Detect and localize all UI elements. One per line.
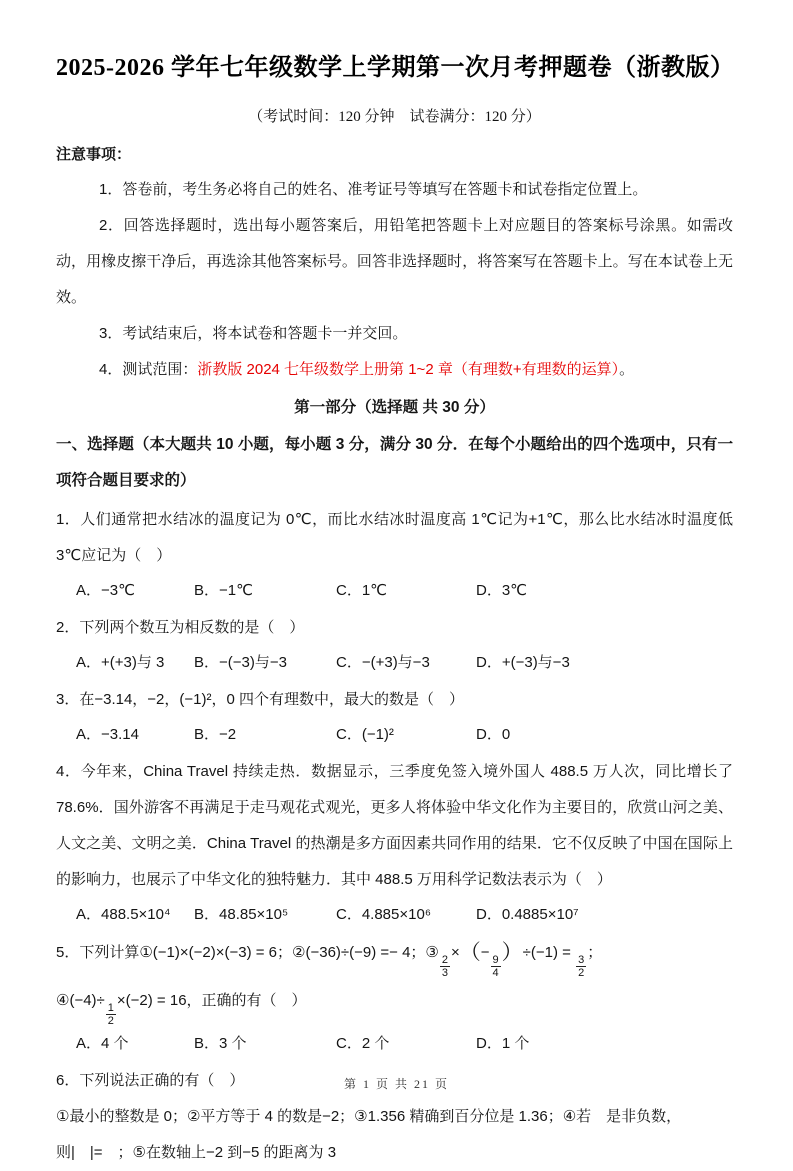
question-5-pre: 5．下列计算①(−1)×(−2)×(−3) = 6；②(−36)÷(−9) =− 4；③ (56, 944, 439, 961)
section1-intro: 一、选择题（本大题共 10 小题，每小题 3 分，满分 30 分．在每个小题给出的四个选项中，只有一项符合题目要求的） (56, 436, 733, 489)
question-5-line2-end: ×(−2) = 16，正确的有（ ） (116, 992, 307, 1010)
part1-heading: 第一部分（选择题 共 30 分） (294, 399, 495, 416)
page-title: 2025-2026 学年七年级数学上学期第一次月考押题卷（浙教版） (56, 55, 735, 81)
option-item: C．−(+3)与−3 (336, 654, 430, 671)
notice-item-4-suffix: 。 (619, 361, 635, 378)
option-item: D．0 (476, 726, 511, 743)
question-5-text-line1: 5．下列计算①(−1)×(−2)×(−3) = 6；②(−36)÷(−9) =− 4；③ $\frac{2}{3}$ ×（− $\frac{9}{4}$ ）÷(−1) = $\frac{3}{2}$ ； (56, 941, 603, 980)
option-item: B．48.85×10⁵ (194, 906, 289, 923)
big-paren-open: （ (459, 941, 481, 964)
option-item: A．+(+3)与 3 (76, 654, 165, 671)
option-item: A．4 个 (76, 1035, 129, 1053)
question-2-options (56, 646, 733, 679)
question-5-options (56, 1027, 733, 1060)
notice-item-2: 2．回答选择题时，选出每小题答案后，用铅笔把答题卡上对应题目的答案标号涂黑。如需改动，用橡皮擦干净后，再选涂其他答案标号。回答非选择题时，将答案写在答题卡上。写在本试卷上无效。 (56, 217, 733, 306)
option-item: D．+(−3)与−3 (476, 654, 570, 671)
option-item: C．(−1)² (336, 726, 394, 743)
option-item: B．−2 (194, 726, 237, 743)
question-5-line2-start: ④(−4)÷ (56, 992, 105, 1010)
question-6-statements-line2: 则| |= ；⑤在数轴上−2 到−5 的距离为 3 (56, 1144, 337, 1162)
option-item: B．−(−3)与−3 (194, 654, 287, 671)
option-item: A．−3.14 (76, 726, 139, 743)
fraction-two-thirds: $\frac{2}{3}$ (441, 954, 448, 980)
big-paren-close: ） (501, 941, 523, 964)
footer-page-number: 第 1 页 共 21 页 (343, 1077, 449, 1091)
question-4-text: 4．今年来，China Travel 持续走热．数据显示，三季度免签入境外国人 488.5 万人次，同比增长了 78.6%．国外游客不再满足于走马观花式观光，更多人将体验中华文化作为主要目的，欣赏山河之美、人文之美、文明之美．China Travel 的热潮是多方面因素共同作用的结果．它不仅反映了中国在国际上的影响力，也展示了中华文化的独特魅力．其中 488.5 万用科学记数法表示为（ ） (56, 763, 733, 888)
question-1-text: 1．人们通常把水结冰的温度记为 0℃，而比水结冰时温度高 1℃记为+1℃，那么比水结冰时温度低 3℃应记为（ ） (56, 511, 733, 564)
option-item: A．488.5×10⁴ (76, 906, 171, 923)
question-1-options (56, 574, 733, 607)
option-item: D．3℃ (476, 582, 528, 599)
option-item: B．−1℃ (194, 582, 253, 599)
notice-item-4 (56, 352, 733, 388)
fraction-one-half: $\frac{1}{2}$ (107, 1002, 114, 1028)
option-item: B．3 个 (194, 1035, 247, 1053)
option-item: D．1 个 (476, 1035, 530, 1053)
fraction-nine-fourths: $\frac{9}{4}$ (492, 954, 499, 980)
notice-item-1: 1．答卷前，考生务必将自己的姓名、准考证号等填写在答题卡和试卷指定位置上。 (99, 181, 648, 198)
exam-info: （考试时间：120 分钟 试卷满分：120 分） (248, 109, 541, 125)
question-4-options (56, 898, 733, 931)
option-item: C．2 个 (336, 1035, 390, 1053)
notice-item-3: 3．考试结束后，将本试卷和答题卡一并交回。 (99, 325, 408, 342)
notice-heading: 注意事项： (56, 146, 132, 163)
question-3-text: 3．在−3.14，−2，(−1)²，0 四个有理数中，最大的数是（ ） (56, 691, 464, 708)
question-3-options (56, 718, 733, 751)
question-6-statements-line1: ①最小的整数是 0；②平方等于 4 的数是−2；③1.356 精确到百分位是 1.36；④若 是非负数， (56, 1108, 682, 1126)
fraction-three-halves: $\frac{3}{2}$ (578, 954, 585, 980)
option-item: A．−3℃ (76, 582, 135, 599)
notice-item-4-prefix: 4．测试范围： (99, 361, 198, 378)
question-5-text-line2 (56, 979, 733, 1027)
question-2-text: 2．下列两个数互为相反数的是（ ） (56, 619, 305, 636)
notice-item-4-test-range: 浙教版 2024 七年级数学上册第 1~2 章（有理数+有理数的运算） (197, 361, 620, 378)
option-item: C．1℃ (336, 582, 388, 599)
question-6-text: 6．下列说法正确的有（ ） (56, 1072, 245, 1090)
option-item: C．4.885×10⁶ (336, 906, 431, 923)
option-item: D．0.4885×10⁷ (476, 906, 579, 923)
